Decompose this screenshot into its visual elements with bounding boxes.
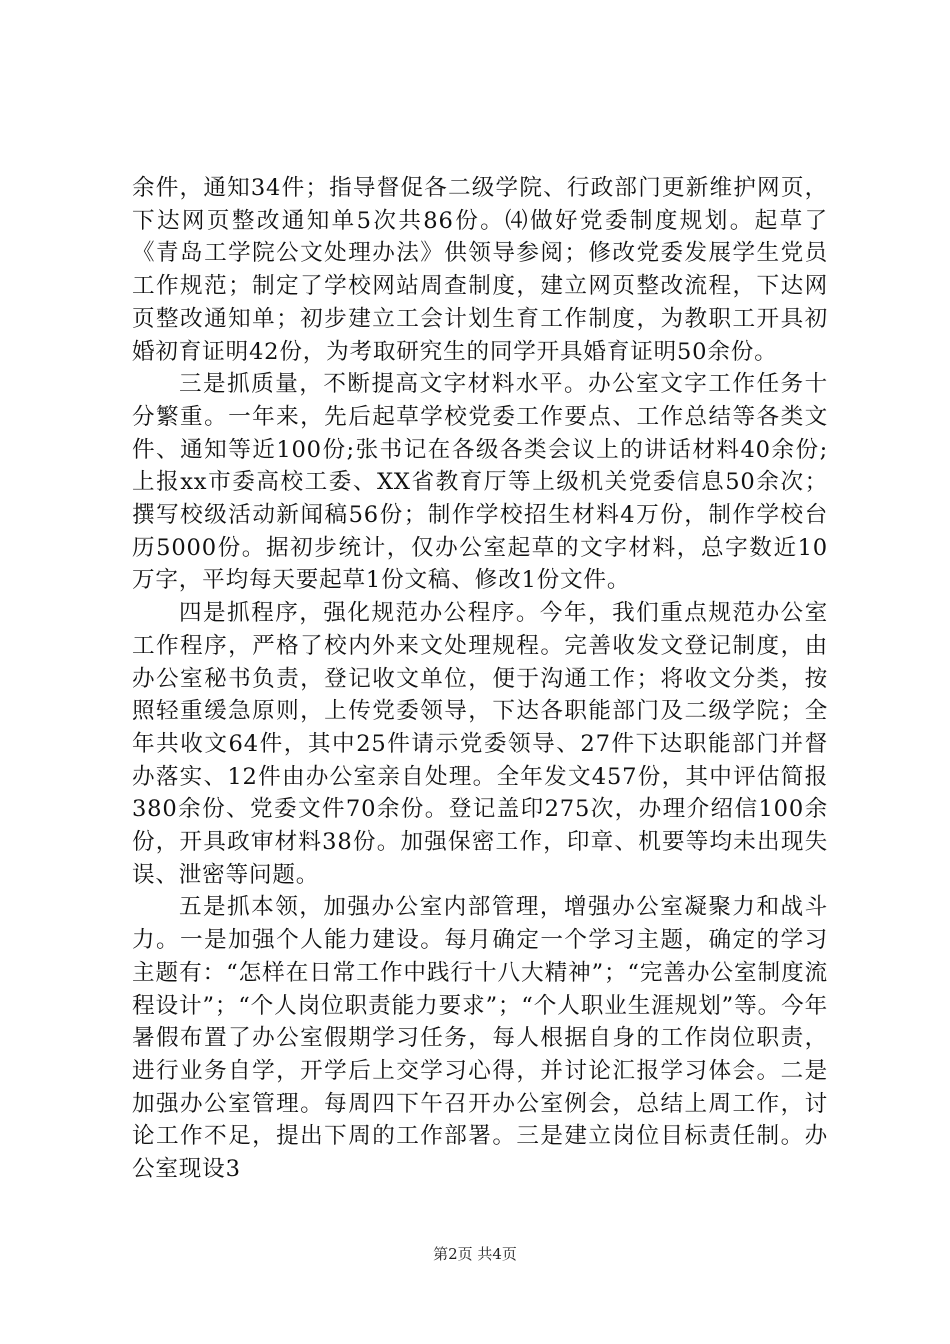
document-body <box>132 172 828 1186</box>
paragraph-1: 余件，通知34件；指导督促各二级学院、行政部门更新维护网页，下达网页整改通知单5次共86份。⑷做好党委制度规划。起草了《青岛工学院公文处理办法》供领导参阅；修改党委发展学生党员工作规范；制定了学校网站周查制度，建立网页整改流程，下达网页整改通知单；初步建立工会计划生育工作制度，为教职工开具初婚初育证明42份，为考取研究生的同学开具婚育证明50余份。 <box>132 175 828 365</box>
paragraph-4: 五是抓本领，加强办公室内部管理，增强办公室凝聚力和战斗力。一是加强个人能力建设。每月确定一个学习主题，确定的学习主题有：“怎样在日常工作中践行十八大精神”；“完善办公室制度流程设计”；“个人岗位职责能力要求”；“个人职业生涯规划”等。今年暑假布置了办公室假期学习任务，每人根据自身的工作岗位职责，进行业务自学，开学后上交学习心得，并讨论汇报学习体会。二是加强办公室管理。每周四下午召开办公室例会，总结上周工作，讨论工作不足，提出下周的工作部署。三是建立岗位目标责任制。办公室现设3 <box>132 894 828 1183</box>
page-footer: 第2页 共4页 <box>433 1245 517 1263</box>
paragraph-2: 三是抓质量，不断提高文字材料水平。办公室文字工作任务十分繁重。一年来，先后起草学校党委工作要点、工作总结等各类文件、通知等近100份;张书记在各级各类会议上的讲话材料40余份;上报xx市委高校工委、XX省教育厅等上级机关党委信息50余次；撰写校级活动新闻稿56份；制作学校招生材料4万份，制作学校台历5000份。据初步统计，仅办公室起草的文字材料，总字数近10万字，平均每天要起草1份文稿、修改1份文件。 <box>132 371 828 594</box>
paragraph-3: 四是抓程序，强化规范办公程序。今年，我们重点规范办公室工作程序，严格了校内外来文处理规程。完善收发文登记制度，由办公室秘书负责，登记收文单位，便于沟通工作；将收文分类，按照轻重缓急原则，上传党委领导，下达各职能部门及二级学院；全年共收文64件，其中25件请示党委领导、27件下达职能部门并督办落实、12件由办公室亲自处理。全年发文457份，其中评估简报380余份、党委文件70余份。登记盖印275次，办理介绍信100余份，开具政审材料38份。加强保密工作，印章、机要等均未出现失误、泄密等问题。 <box>132 600 828 888</box>
